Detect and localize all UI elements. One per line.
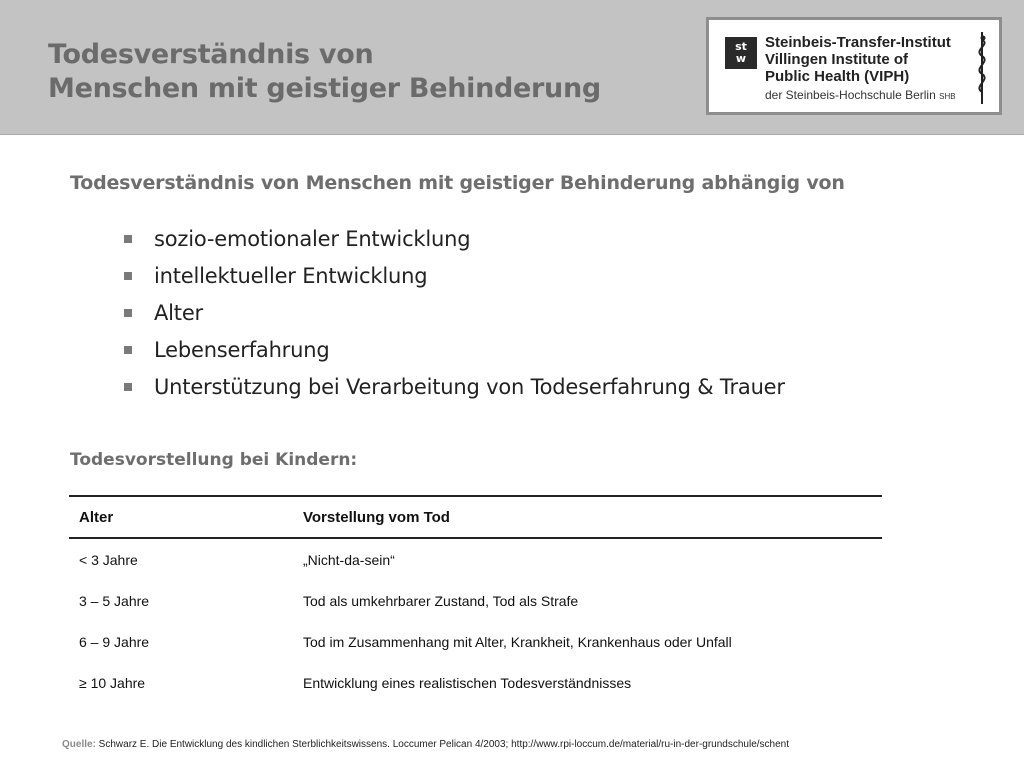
square-bullet-icon [124, 235, 132, 243]
column-header-concept: Vorstellung vom Tod [293, 496, 882, 538]
square-bullet-icon [124, 346, 132, 354]
square-bullet-icon [124, 309, 132, 317]
logo-line2: Villingen Institute of [765, 51, 909, 68]
aesculapian-staff-icon [971, 30, 993, 106]
source-label: Quelle: [62, 739, 96, 750]
logo-text [765, 34, 951, 85]
page-title [48, 38, 601, 106]
square-bullet-icon [124, 272, 132, 280]
table-row [69, 621, 882, 662]
list-item [122, 222, 785, 259]
logo-sub-small: SHB [939, 92, 956, 101]
source-citation [62, 739, 789, 750]
list-item [122, 370, 785, 407]
list-item [122, 296, 785, 333]
page-title-line1: Todesverständnis von [48, 39, 374, 70]
column-header-age: Alter [69, 496, 293, 538]
list-item [122, 259, 785, 296]
logo-subline [765, 88, 956, 102]
concept-cell: Entwicklung eines realistischen Todesverständnisses [303, 674, 632, 691]
concept-cell: Tod im Zusammenhang mit Alter, Krankheit, Krankenhaus oder Unfall [303, 633, 732, 650]
age-cell: < 3 Jahre [79, 551, 138, 568]
table-header-row [69, 496, 882, 538]
logo-mark-line2: w [735, 52, 747, 65]
list-item-text: sozio-emotionaler Entwicklung [154, 227, 471, 251]
table-heading: Todesvorstellung bei Kindern: [70, 450, 358, 470]
list-item-text: intellektueller Entwicklung [154, 264, 428, 288]
logo-line3: Public Health (VIPH) [765, 68, 910, 85]
logo-line1: Steinbeis-Transfer-Institut [765, 34, 951, 51]
page-title-line2: Menschen mit geistiger Behinderung [48, 73, 601, 104]
header-bar [0, 0, 1024, 135]
source-text: Schwarz E. Die Entwicklung des kindlichen Sterblichkeitswissens. Loccumer Pelican 4/2003; http://www.rpi-loccum.de/material/ru-in-der-grundschule/schent [95, 739, 789, 750]
age-cell: ≥ 10 Jahre [79, 674, 146, 691]
stw-logo-mark [725, 37, 757, 69]
table-row [69, 538, 882, 580]
list-item [122, 333, 785, 370]
table-row [69, 662, 882, 703]
logo-sub-text: der Steinbeis-Hochschule Berlin [765, 88, 936, 102]
list-item-text: Unterstützung bei Verarbeitung von Todeserfahrung & Trauer [154, 375, 785, 399]
institute-logo [706, 17, 1002, 115]
concept-cell: Tod als umkehrbarer Zustand, Tod als Strafe [303, 592, 579, 609]
concept-cell: „Nicht-da-sein“ [303, 551, 395, 568]
logo-mark-line1: st [735, 40, 747, 53]
list-item-text: Alter [154, 301, 203, 325]
table-row [69, 580, 882, 621]
list-item-text: Lebenserfahrung [154, 338, 330, 362]
square-bullet-icon [124, 383, 132, 391]
death-concept-table [69, 495, 882, 703]
factor-list [122, 222, 785, 407]
intro-heading: Todesverständnis von Menschen mit geistiger Behinderung abhängig von [70, 172, 845, 194]
age-cell: 6 – 9 Jahre [79, 633, 150, 650]
age-cell: 3 – 5 Jahre [79, 592, 150, 609]
